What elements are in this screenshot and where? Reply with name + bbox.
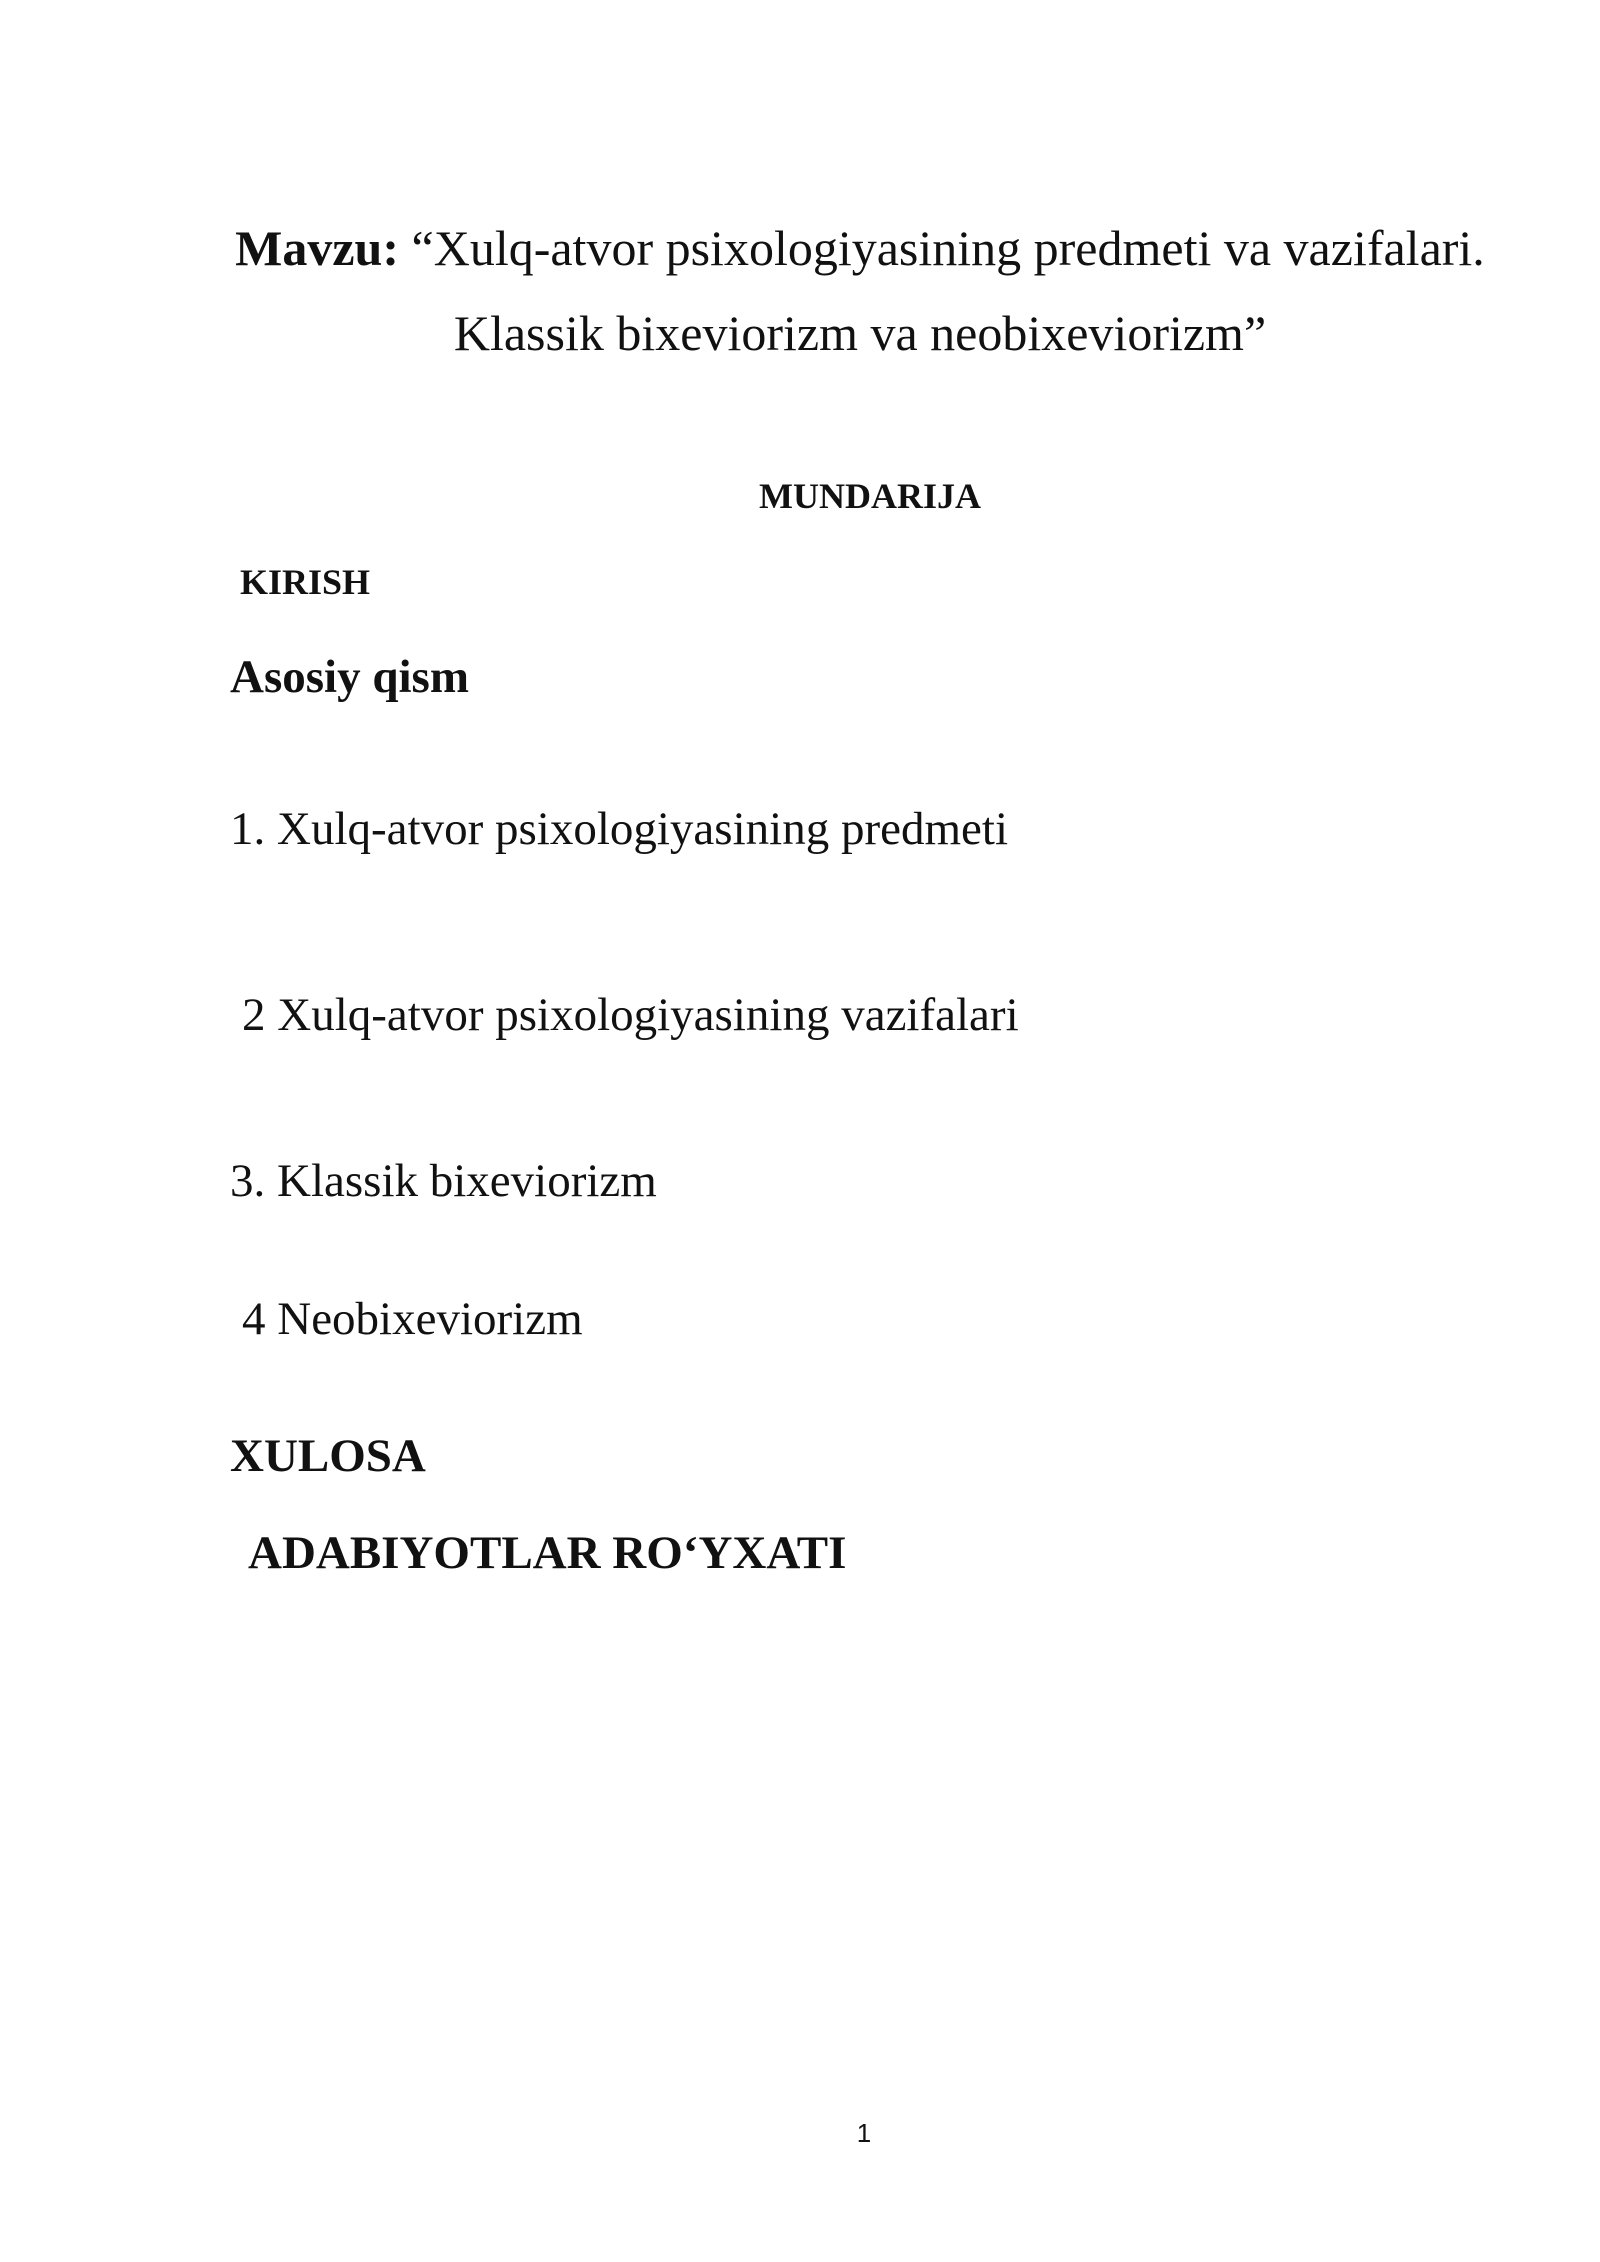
toc-item-1: 1. Xulq-atvor psixologiyasining predmeti [230,803,1009,855]
toc-conclusion: XULOSA [230,1430,426,1482]
title-line-2: Klassik bixeviorizm va neobixeviorizm” [453,305,1267,361]
toc-item-4: 4 Neobixeviorizm [242,1293,583,1345]
title-text-line-1: “Xulq-atvor psixologiyasining predmeti va vazifalari. [399,220,1485,276]
toc-item-2: 2 Xulq-atvor psixologiyasining vazifalari [242,989,1019,1041]
title-label: Mavzu: [235,220,400,276]
toc-item-3: 3. Klassik bixeviorizm [230,1155,657,1207]
title-line-1 [0,212,1600,284]
toc-intro: KIRISH [240,562,371,602]
page-number: 1 [856,2118,872,2148]
toc-heading: MUNDARIJA [759,476,981,516]
toc-references: ADABIYOTLAR RO‘YXATI [248,1527,847,1579]
toc-main-part: Asosiy qism [230,651,469,703]
